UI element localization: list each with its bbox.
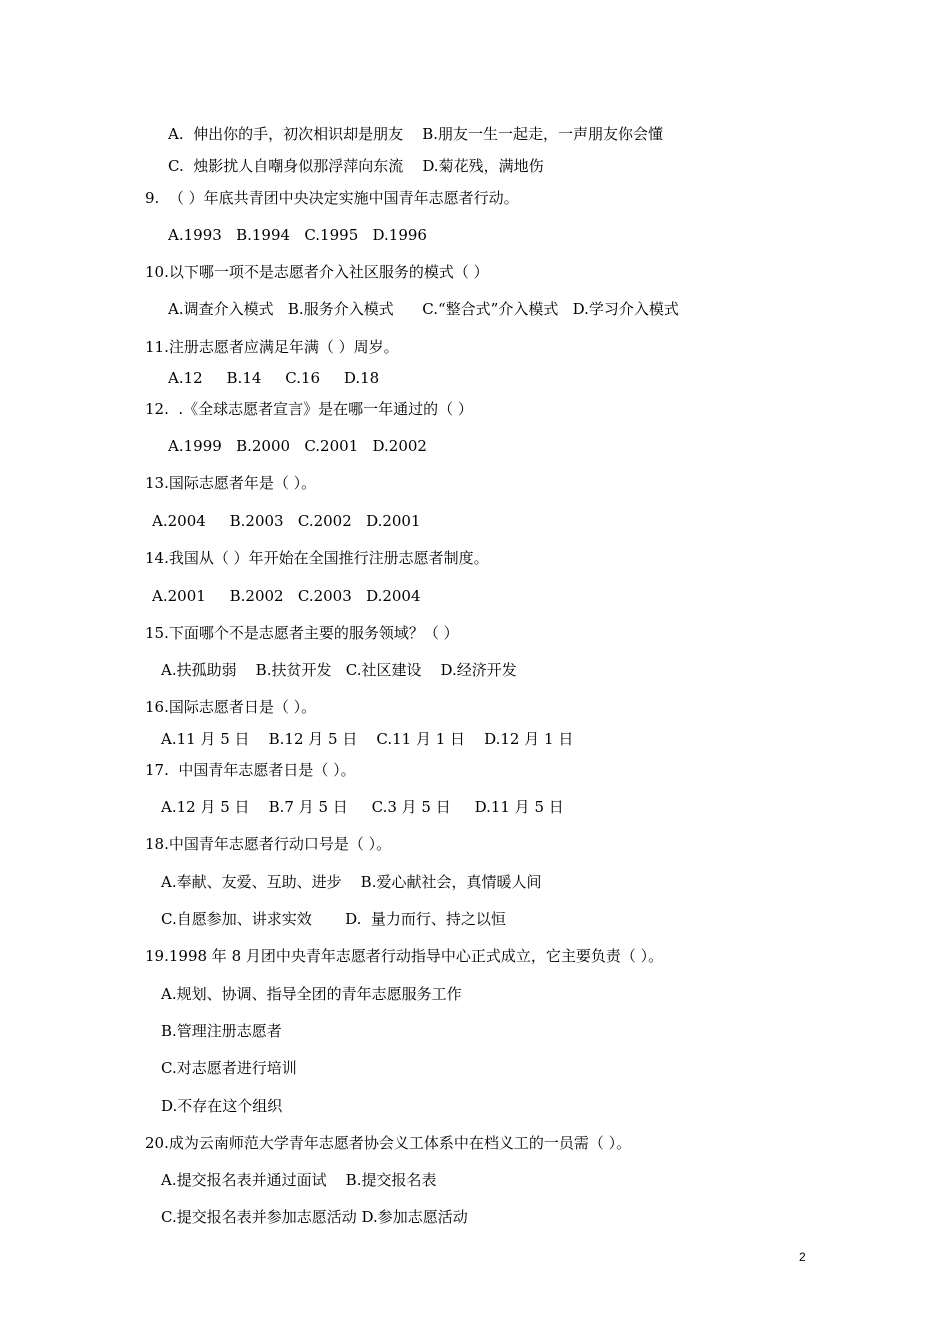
line-29: 20.成为云南师范大学青年志愿者协会义工体系中在档义工的一员需（ ）。 [145, 1134, 632, 1152]
line-25: A.规划、协调、指导全团的青年志愿服务工作 [161, 985, 462, 1003]
line-11: 13.国际志愿者年是（ ）。 [145, 474, 317, 492]
line-9: 12. .《全球志愿者宣言》是在哪一年通过的（ ） [145, 400, 473, 418]
line-22: A.奉献、友爱、互助、进步 B.爱心献社会，真情暖人间 [161, 873, 542, 891]
line-8: A.12 B.14 C.16 D.18 [168, 369, 380, 387]
line-16: A.扶孤助弱 B.扶贫开发 C.社区建设 D.经济开发 [161, 661, 517, 679]
line-20: A.12 月 5 日 B.7 月 5 日 C.3 月 5 日 D.11 月 5 日 [161, 798, 564, 816]
line-27: C.对志愿者进行培训 [161, 1059, 297, 1077]
line-24: 19.1998 年 8 月团中央青年志愿者行动指导中心正式成立，它主要负责（ ）。 [145, 947, 664, 965]
line-26: B.管理注册志愿者 [161, 1022, 282, 1040]
line-30: A.提交报名表并通过面试 B.提交报名表 [161, 1171, 437, 1189]
line-15: 15.下面哪个不是志愿者主要的服务领域？（ ） [145, 624, 459, 642]
line-17: 16.国际志愿者日是（ ）。 [145, 698, 317, 716]
line-18: A.11 月 5 日 B.12 月 5 日 C.11 月 1 日 D.12 月 1 日 [161, 730, 574, 748]
line-1: A. 伸出你的手，初次相识却是朋友 B.朋友一生一起走，一声朋友你会懂 [168, 125, 664, 143]
line-28: D.不存在这个组织 [161, 1097, 283, 1115]
line-12: A.2004 B.2003 C.2002 D.2001 [152, 512, 421, 530]
line-2: C. 烛影扰人自嘲身似那浮萍向东流 D.菊花残，满地伤 [168, 157, 544, 175]
line-14: A.2001 B.2002 C.2003 D.2004 [152, 587, 421, 605]
line-10: A.1999 B.2000 C.2001 D.2002 [168, 437, 427, 455]
page-number: 2 [799, 1250, 806, 1264]
line-31: C.提交报名表并参加志愿活动 D.参加志愿活动 [161, 1208, 468, 1226]
line-7: 11.注册志愿者应满足年满（ ）周岁。 [145, 338, 399, 356]
line-4: A.1993 B.1994 C.1995 D.1996 [168, 226, 427, 244]
line-5: 10.以下哪一项不是志愿者介入社区服务的模式（ ） [145, 263, 489, 281]
line-19: 17. 中国青年志愿者日是（ ）。 [145, 761, 356, 779]
line-6: A.调查介入模式 B.服务介入模式 C.“整合式”介入模式 D.学习介入模式 [168, 300, 679, 318]
line-13: 14.我国从（ ）年开始在全国推行注册志愿者制度。 [145, 549, 489, 567]
line-23: C.自愿参加、讲求实效 D. 量力而行、持之以恒 [161, 910, 506, 928]
line-21: 18.中国青年志愿者行动口号是（ ）。 [145, 835, 392, 853]
line-3: 9. （ ）年底共青团中央决定实施中国青年志愿者行动。 [145, 189, 519, 207]
